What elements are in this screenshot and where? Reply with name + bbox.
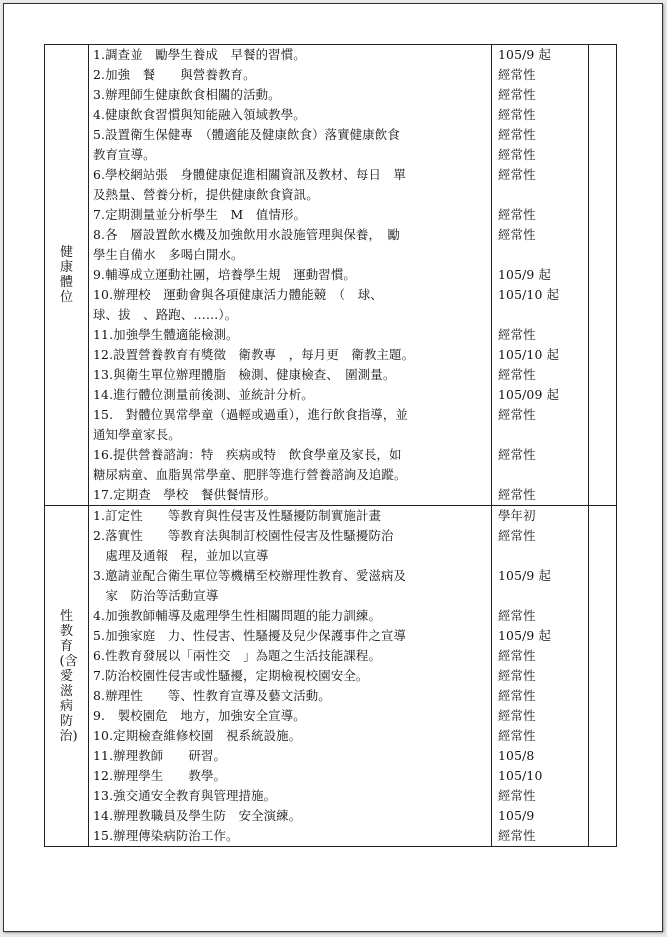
item-line: 12.辦理學生 教學。 [93, 768, 227, 783]
item-line: 11.辦理教師 研習。 [93, 748, 227, 763]
schedule-line [492, 305, 588, 325]
schedule-line: 經常性 [498, 87, 536, 102]
schedule-line: 105/8 [498, 748, 535, 763]
item-line: 球、拔 、路跑、……）。 [93, 307, 238, 322]
item-line: 8.各 層設置飲水機及加強飲用水設施管理與保養， 勵 [93, 227, 400, 242]
category-label: 性教育(含愛滋病防治) [59, 608, 78, 744]
item-line: 14.進行體位測量前後測、並統計分析。 [93, 387, 314, 402]
schedule-line: 105/10 [498, 768, 543, 783]
schedule-line: 經常性 [498, 127, 536, 142]
schedule-cell [492, 506, 589, 847]
item-line: 學生自備水 多喝白開水。 [93, 247, 244, 262]
item-line: 處理及通報 程，並加以宣導 [93, 548, 269, 563]
item-line: 14.辦理教職員及學生防 安全演練。 [93, 808, 302, 823]
plan-table [44, 44, 617, 847]
schedule-line: 經常性 [498, 528, 536, 543]
schedule-line: 105/9 起 [498, 267, 552, 282]
item-line: 7.防治校園性侵害或性騷擾，定期檢視校園安全。 [93, 668, 369, 683]
schedule-line: 經常性 [498, 107, 536, 122]
item-line: 2.落實性 等教育法與制訂校園性侵害及性騷擾防治 [93, 528, 394, 543]
remarks-cell [589, 45, 617, 506]
schedule-line: 經常性 [498, 367, 536, 382]
category-cell [45, 506, 89, 847]
item-line: 16.提供營養諮詢：特 疾病或特 飲食學童及家長，如 [93, 447, 402, 462]
schedule-line [492, 586, 588, 606]
schedule-line: 經常性 [498, 688, 536, 703]
schedule-line [492, 185, 588, 205]
item-line: 12.設置營養教育有獎徵 衛教專 ，每月更 衛教主題。 [93, 347, 415, 362]
schedule-line: 經常性 [498, 207, 536, 222]
item-line: 教育宣導。 [93, 147, 156, 162]
item-line: 6.性教育發展以「兩性交 」為題之生活技能課程。 [93, 648, 382, 663]
schedule-line: 105/10 起 [498, 347, 560, 362]
item-line: 2.加強 餐 與營養教育。 [93, 67, 256, 82]
item-line: 7.定期測量並分析學生 M 值情形。 [93, 207, 307, 222]
schedule-line: 經常性 [498, 447, 536, 462]
schedule-line: 105/9 起 [498, 628, 552, 643]
schedule-line: 經常性 [498, 828, 536, 843]
schedule-line: 105/09 起 [498, 387, 560, 402]
schedule-line: 經常性 [498, 227, 536, 242]
schedule-line: 經常性 [498, 147, 536, 162]
item-line: 15. 對體位異常學童（過輕或過重），進行飲食指導，並 [93, 407, 408, 422]
schedule-line: 經常性 [498, 608, 536, 623]
schedule-line [492, 245, 588, 265]
schedule-line: 經常性 [498, 708, 536, 723]
remarks-cell [589, 506, 617, 847]
schedule-line: 學年初 [498, 508, 536, 523]
item-line: 10.辦理校 運動會與各項健康活力體能競 （ 球、 [93, 287, 383, 302]
schedule-line: 經常性 [498, 788, 536, 803]
schedule-line: 經常性 [498, 67, 536, 82]
item-line: 9.輔導成立運動社團，培養學生規 運動習慣。 [93, 267, 356, 282]
item-line: 11.加強學生體適能檢測。 [93, 327, 239, 342]
item-line: 通知學童家長。 [93, 427, 181, 442]
category-label: 健康體位 [59, 245, 73, 305]
schedule-line: 105/9 起 [498, 47, 552, 62]
item-line: 3.邀請並配合衛生單位等機構至校辦理性教育、愛滋病及 [93, 568, 407, 583]
item-line: 6.學校網站張 身體健康促進相關資訊及教材、每日 單 [93, 167, 407, 182]
schedule-line: 經常性 [498, 648, 536, 663]
item-line: 17.定期查 學校 餐供餐情形。 [93, 487, 277, 502]
schedule-line: 經常性 [498, 728, 536, 743]
schedule-cell [492, 45, 589, 506]
item-line: 4.加強教師輔導及處理學生性相關問題的能力訓練。 [93, 608, 382, 623]
item-line: 家 防治等活動宣導 [93, 588, 219, 603]
schedule-line: 經常性 [498, 668, 536, 683]
item-line: 及熱量、營養分析，提供健康飲食資訊。 [93, 187, 319, 202]
schedule-line: 經常性 [498, 487, 536, 502]
item-line: 15.辦理傳染病防治工作。 [93, 828, 239, 843]
schedule-line [492, 425, 588, 445]
items-cell [89, 45, 492, 506]
section-row-health [45, 45, 617, 506]
items-cell [89, 506, 492, 847]
schedule-line: 經常性 [498, 327, 536, 342]
item-line: 9. 製校園危 地方，加強安全宣導。 [93, 708, 306, 723]
item-line: 1.訂定性 等教育與性侵害及性騷擾防制實施計畫 [93, 508, 382, 523]
schedule-line [492, 465, 588, 485]
schedule-line: 經常性 [498, 407, 536, 422]
schedule-line [492, 546, 588, 566]
item-line: 1.調查並 勵學生養成 早餐的習慣。 [93, 47, 306, 62]
schedule-line: 105/9 起 [498, 568, 552, 583]
section-row-sex-education [45, 506, 617, 847]
item-line: 13.強交通安全教育與管理措施。 [93, 788, 277, 803]
document-page [3, 3, 663, 932]
category-cell [45, 45, 89, 506]
item-line: 5.設置衛生保健專 （體適能及健康飲食）落實健康飲食 [93, 127, 400, 142]
item-line: 糖尿病童、血脂異常學童、肥胖等進行營養諮詢及追蹤。 [93, 467, 407, 482]
item-line: 5.加強家庭 力、性侵害、性騷擾及兒少保護事件之宣導 [93, 628, 407, 643]
item-line: 8.辦理性 等、性教育宣導及藝文活動。 [93, 688, 331, 703]
schedule-line: 經常性 [498, 167, 536, 182]
schedule-line: 105/9 [498, 808, 535, 823]
item-line: 10.定期檢查維修校園 視系統設施。 [93, 728, 302, 743]
item-line: 3.辦理師生健康飲食相關的活動。 [93, 87, 281, 102]
item-line: 13.與衛生單位辦理體脂 檢測、健康檢查、 圍測量。 [93, 367, 396, 382]
schedule-line: 105/10 起 [498, 287, 560, 302]
item-line: 4.健康飲食習慣與知能融入領域教學。 [93, 107, 306, 122]
